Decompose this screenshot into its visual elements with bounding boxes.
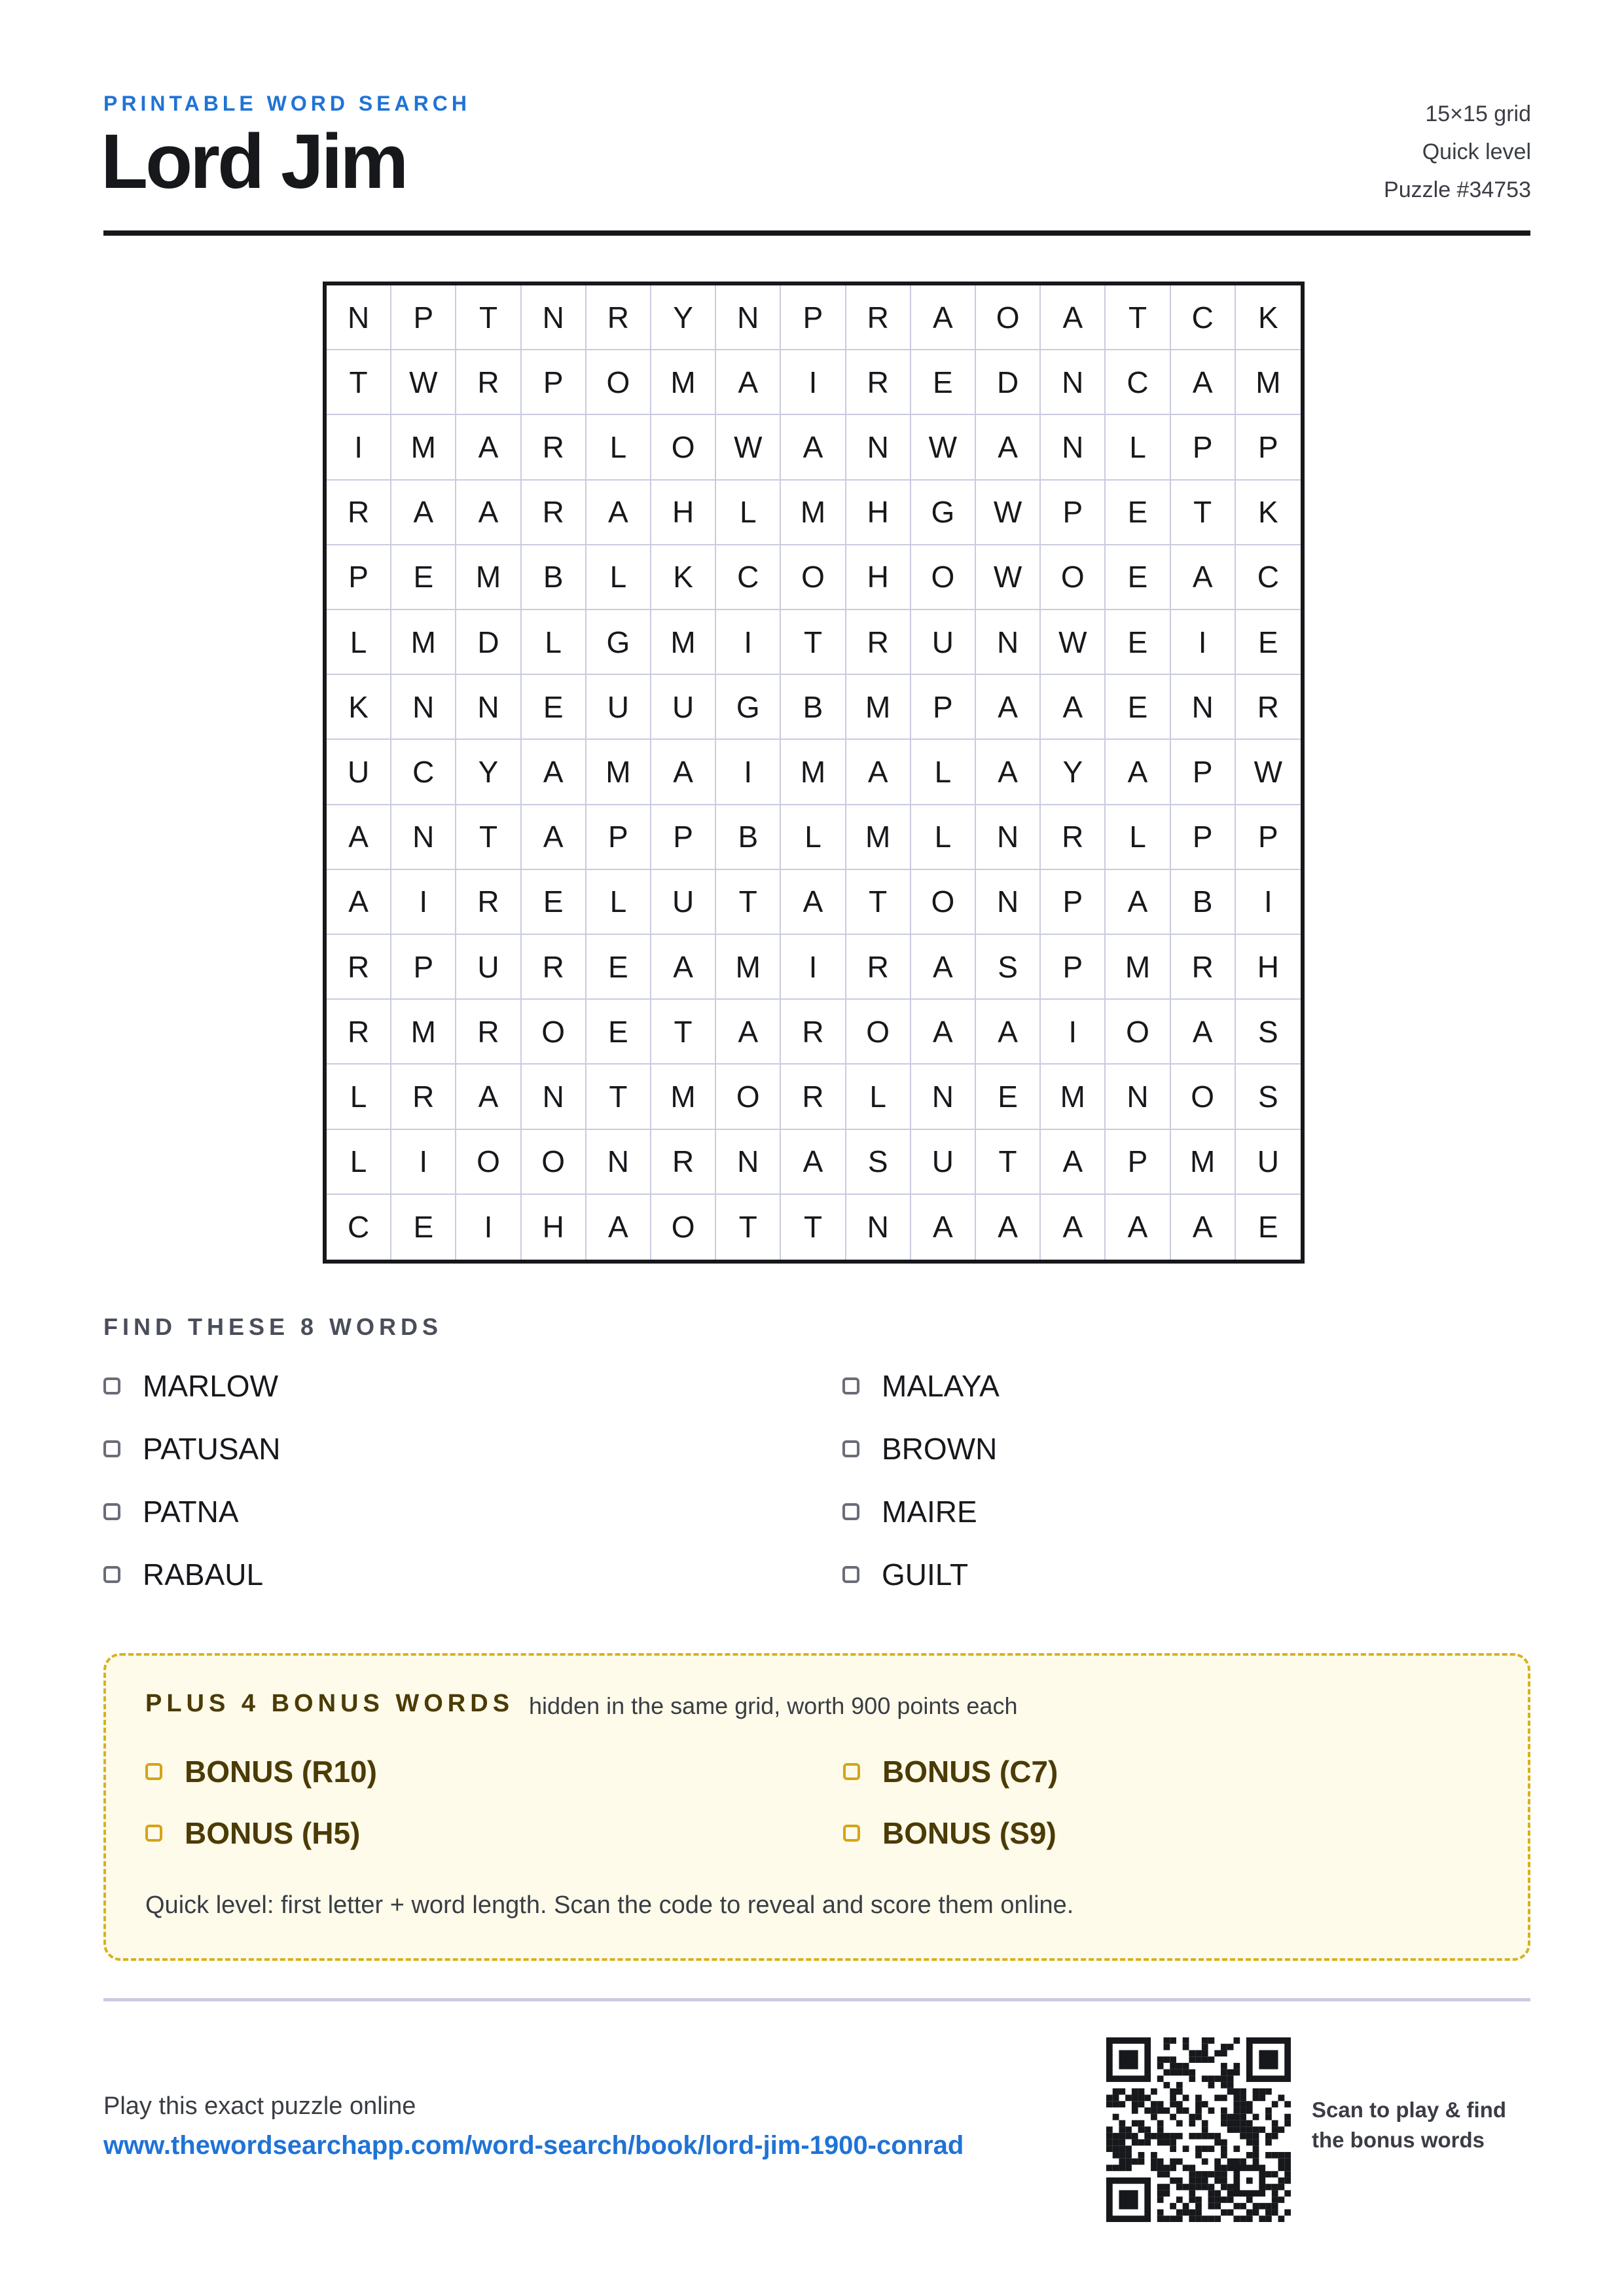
grid-cell[interactable]: E (1106, 610, 1170, 675)
grid-cell[interactable]: O (911, 545, 976, 610)
grid-cell[interactable]: L (586, 415, 651, 480)
grid-cell[interactable]: R (846, 610, 911, 675)
grid-cell[interactable]: U (1236, 1130, 1301, 1195)
grid-cell[interactable]: I (716, 740, 781, 805)
grid-cell[interactable]: A (976, 740, 1041, 805)
checkbox[interactable] (842, 1566, 859, 1583)
checkbox[interactable] (843, 1825, 860, 1842)
word-label: MARLOW (143, 1369, 278, 1403)
grid-cell[interactable]: M (1171, 1130, 1236, 1195)
grid-cell[interactable]: E (911, 350, 976, 415)
grid-cell[interactable]: M (846, 675, 911, 740)
grid-cell[interactable]: W (391, 350, 456, 415)
grid-cell[interactable]: M (391, 415, 456, 480)
letter-grid[interactable] (323, 282, 1305, 1264)
bonus-label: BONUS (S9) (882, 1816, 1056, 1850)
grid-cell[interactable]: M (716, 935, 781, 1000)
footer-divider (103, 1998, 1530, 2001)
grid-cell[interactable]: O (651, 1195, 716, 1260)
grid-cell[interactable]: E (976, 1065, 1041, 1129)
grid-cell[interactable]: P (651, 805, 716, 870)
grid-cell[interactable]: O (456, 1130, 521, 1195)
grid-cell[interactable]: R (1171, 935, 1236, 1000)
bonus-label: BONUS (C7) (882, 1755, 1058, 1789)
grid-cell[interactable]: P (391, 935, 456, 1000)
grid-cell[interactable]: L (716, 481, 781, 545)
grid-cell[interactable]: M (781, 481, 846, 545)
grid-cell[interactable]: A (1171, 545, 1236, 610)
grid-cell[interactable]: P (1041, 935, 1106, 1000)
grid-cell[interactable]: M (1106, 935, 1170, 1000)
grid-cell[interactable]: W (1236, 740, 1301, 805)
grid-cell[interactable]: L (327, 1130, 391, 1195)
grid-cell[interactable]: K (651, 545, 716, 610)
grid-cell[interactable]: R (327, 481, 391, 545)
bonus-label: BONUS (H5) (185, 1816, 361, 1850)
word-label: GUILT (882, 1558, 969, 1592)
grid-cell[interactable]: D (976, 350, 1041, 415)
grid-cell[interactable]: N (976, 870, 1041, 935)
grid-cell[interactable]: L (1106, 415, 1170, 480)
grid-cell[interactable]: N (846, 1195, 911, 1260)
grid-cell[interactable]: I (391, 870, 456, 935)
grid-cell[interactable]: N (911, 1065, 976, 1129)
grid-cell[interactable]: L (1106, 805, 1170, 870)
grid-cell[interactable]: L (781, 805, 846, 870)
grid-cell[interactable]: A (846, 740, 911, 805)
grid-cell[interactable]: A (1171, 1195, 1236, 1260)
grid-cell[interactable]: N (976, 610, 1041, 675)
grid-cell[interactable]: P (1106, 1130, 1170, 1195)
grid-cell[interactable]: B (716, 805, 781, 870)
grid-cell[interactable]: A (716, 1000, 781, 1065)
grid-cell[interactable]: W (976, 481, 1041, 545)
grid-cell[interactable]: B (522, 545, 586, 610)
grid-cell[interactable]: A (522, 740, 586, 805)
grid-cell[interactable]: E (1258, 1210, 1278, 1245)
grid-cell[interactable]: L (586, 545, 651, 610)
word-item[interactable] (842, 1368, 1000, 1404)
grid-cell[interactable]: U (651, 870, 716, 935)
qr-caption (1312, 2095, 1506, 2155)
grid-cell[interactable]: M (1041, 1065, 1106, 1129)
grid-cell[interactable]: A (781, 415, 846, 480)
bonus-item[interactable] (145, 1815, 360, 1851)
grid-cell[interactable]: R (456, 350, 521, 415)
grid-cell[interactable]: N (1041, 350, 1106, 415)
grid-cell[interactable]: N (716, 1130, 781, 1195)
grid-cell[interactable]: R (391, 1065, 456, 1129)
grid-cell[interactable]: P (911, 675, 976, 740)
grid-cell[interactable]: E (1106, 675, 1170, 740)
grid-cell[interactable]: A (976, 1000, 1041, 1065)
grid-cell[interactable]: Y (456, 740, 521, 805)
grid-cell[interactable]: P (1236, 415, 1301, 480)
grid-cell[interactable]: E (1106, 545, 1170, 610)
grid-cell[interactable]: P (522, 350, 586, 415)
grid-cell[interactable]: E (391, 1195, 456, 1260)
grid-cell[interactable]: Y (1041, 740, 1106, 805)
grid-cell[interactable]: O (781, 545, 846, 610)
grid-cell[interactable]: A (651, 935, 716, 1000)
bonus-panel (103, 1653, 1530, 1961)
grid-cell[interactable]: N (976, 805, 1041, 870)
grid-cell[interactable]: A (911, 285, 976, 350)
grid-cell[interactable]: M (456, 545, 521, 610)
grid-cell[interactable]: T (976, 1130, 1041, 1195)
grid-cell[interactable]: B (1171, 870, 1236, 935)
grid-cell[interactable]: I (1171, 610, 1236, 675)
grid-cell[interactable]: O (911, 870, 976, 935)
word-label: PATNA (143, 1495, 239, 1529)
grid-cell[interactable]: B (781, 675, 846, 740)
grid-cell[interactable]: H (846, 481, 911, 545)
grid-cell[interactable]: M (651, 350, 716, 415)
grid-cell[interactable]: A (456, 481, 521, 545)
grid-cell[interactable]: C (1236, 545, 1301, 610)
grid-cell[interactable]: A (781, 1130, 846, 1195)
grid-cell[interactable]: L (586, 870, 651, 935)
bonus-subheading: hidden in the same grid, worth 900 points each (529, 1692, 1018, 1719)
grid-cell[interactable]: S (1236, 1065, 1301, 1129)
grid-cell[interactable]: W (911, 415, 976, 480)
grid-cell[interactable]: M (391, 1000, 456, 1065)
grid-cell[interactable]: O (1041, 545, 1106, 610)
grid-cell[interactable]: N (522, 1065, 586, 1129)
grid-cell[interactable]: O (716, 1065, 781, 1129)
grid-cell[interactable]: N (391, 675, 456, 740)
grid-cell[interactable]: A (1106, 740, 1170, 805)
grid-cell[interactable]: A (1171, 1000, 1236, 1065)
qr-caption-line: Scan to play & find (1312, 2098, 1507, 2122)
word-label: BROWN (882, 1432, 998, 1466)
grid-cell[interactable]: C (716, 545, 781, 610)
grid-cell[interactable]: A (391, 481, 456, 545)
grid-cell[interactable]: U (651, 675, 716, 740)
grid-cell[interactable]: C (327, 1195, 391, 1260)
grid-cell[interactable]: A (716, 350, 781, 415)
grid-cell[interactable]: U (586, 675, 651, 740)
grid-cell[interactable]: O (651, 415, 716, 480)
grid-cell[interactable]: N (716, 285, 781, 350)
grid-cell[interactable]: N (1106, 1065, 1170, 1129)
grid-cell[interactable]: L (327, 610, 391, 675)
word-item[interactable] (842, 1494, 977, 1529)
grid-cell[interactable]: A (911, 1195, 976, 1260)
word-label: MALAYA (882, 1369, 1000, 1403)
grid-cell[interactable]: I (781, 350, 846, 415)
grid-cell[interactable]: A (1041, 285, 1106, 350)
grid-cell[interactable]: O (1106, 1000, 1170, 1065)
checkbox[interactable] (103, 1566, 120, 1583)
grid-cell[interactable]: R (1236, 675, 1301, 740)
checkbox[interactable] (103, 1503, 120, 1520)
grid-cell[interactable]: A (522, 805, 586, 870)
grid-cell[interactable]: R (846, 285, 911, 350)
grid-cell[interactable]: A (976, 675, 1041, 740)
grid-cell[interactable]: O (522, 1000, 586, 1065)
grid-cell[interactable]: K (327, 675, 391, 740)
word-label: RABAUL (143, 1558, 264, 1592)
page-title: Lord Jim (101, 118, 406, 205)
grid-size-label: 15×15 grid (1425, 101, 1531, 126)
grid-cell[interactable]: T (586, 1065, 651, 1129)
word-label: PATUSAN (143, 1432, 281, 1466)
grid-cell[interactable]: T (716, 1195, 781, 1260)
grid-cell[interactable]: C (391, 740, 456, 805)
grid-cell[interactable]: I (1041, 1000, 1106, 1065)
grid-cell[interactable]: R (327, 1000, 391, 1065)
grid-cell[interactable]: T (456, 805, 521, 870)
grid-cell[interactable]: E (522, 870, 586, 935)
grid-cell[interactable]: T (781, 1195, 846, 1260)
grid-cell[interactable]: O (976, 285, 1041, 350)
grid-cell[interactable]: P (327, 545, 391, 610)
grid-cell[interactable]: C (1171, 285, 1236, 350)
grid-cell[interactable]: D (456, 610, 521, 675)
grid-cell[interactable]: A (976, 1195, 1041, 1260)
grid-cell[interactable]: I (391, 1130, 456, 1195)
grid-cell[interactable]: N (522, 285, 586, 350)
grid-cell[interactable]: O (522, 1130, 586, 1195)
grid-cell[interactable]: N (846, 415, 911, 480)
grid-cell[interactable]: H (846, 545, 911, 610)
eyebrow-label: PRINTABLE WORD SEARCH (103, 92, 471, 115)
grid-cell[interactable]: I (327, 415, 391, 480)
grid-cell[interactable]: R (846, 350, 911, 415)
bonus-note: Quick level: first letter + word length. Scan the code to reveal and score them online. (145, 1891, 1074, 1919)
grid-cell[interactable]: L (911, 805, 976, 870)
grid-cell[interactable]: M (391, 610, 456, 675)
grid-cell[interactable]: P (1041, 870, 1106, 935)
grid-cell[interactable]: T (781, 610, 846, 675)
grid-cell[interactable]: S (1236, 1000, 1301, 1065)
checkbox[interactable] (145, 1763, 162, 1780)
grid-cell[interactable]: L (522, 610, 586, 675)
grid-cell[interactable]: T (716, 870, 781, 935)
grid-cell[interactable]: L (911, 740, 976, 805)
grid-cell[interactable]: M (651, 1065, 716, 1129)
grid-cell[interactable]: E (1236, 610, 1301, 675)
grid-cell[interactable]: P (1171, 415, 1236, 480)
qr-caption-line: the bonus words (1312, 2128, 1485, 2152)
grid-cell[interactable]: O (586, 350, 651, 415)
grid-cell[interactable]: H (651, 481, 716, 545)
grid-cell[interactable]: A (456, 1065, 521, 1129)
grid-cell[interactable]: A (456, 415, 521, 480)
grid-cell[interactable]: M (781, 740, 846, 805)
puzzle-url-link[interactable]: www.thewordsearchapp.com/word-search/book/lord-jim-1900-conrad (103, 2131, 964, 2160)
grid-cell[interactable]: R (781, 1065, 846, 1129)
grid-cell[interactable]: M (1236, 350, 1301, 415)
grid-cell[interactable]: U (911, 1130, 976, 1195)
grid-cell[interactable]: O (846, 1000, 911, 1065)
grid-cell[interactable]: T (327, 350, 391, 415)
grid-cell[interactable]: A (327, 870, 391, 935)
grid-cell[interactable]: R (781, 1000, 846, 1065)
grid-cell[interactable]: W (716, 415, 781, 480)
grid-cell[interactable]: E (522, 675, 586, 740)
word-item[interactable] (103, 1368, 278, 1404)
checkbox[interactable] (842, 1377, 859, 1394)
grid-cell[interactable]: I (1236, 870, 1301, 935)
grid-cell[interactable]: A (911, 935, 976, 1000)
grid-cell[interactable]: E (586, 935, 651, 1000)
checkbox[interactable] (842, 1503, 859, 1520)
grid-cell[interactable]: N (586, 1130, 651, 1195)
grid-cell[interactable]: S (976, 935, 1041, 1000)
grid-cell[interactable]: A (976, 415, 1041, 480)
grid-cell[interactable]: A (586, 481, 651, 545)
grid-cell[interactable]: I (456, 1195, 521, 1260)
grid-cell[interactable]: A (1106, 870, 1170, 935)
grid-cell[interactable]: H (522, 1195, 586, 1260)
grid-cell[interactable]: P (1171, 740, 1236, 805)
grid-cell[interactable]: A (1171, 350, 1236, 415)
word-list-heading: FIND THESE 8 WORDS (103, 1313, 443, 1340)
word-item[interactable] (103, 1557, 263, 1592)
bonus-item[interactable] (843, 1754, 1058, 1789)
checkbox[interactable] (843, 1763, 860, 1780)
puzzle-meta (1384, 95, 1531, 209)
bonus-heading: PLUS 4 BONUS WORDS (145, 1690, 514, 1717)
word-item[interactable] (842, 1431, 997, 1467)
grid-cell[interactable]: G (716, 675, 781, 740)
grid-cell[interactable]: T (846, 870, 911, 935)
grid-cell[interactable]: O (1171, 1065, 1236, 1129)
grid-cell[interactable]: A (327, 805, 391, 870)
grid-cell[interactable]: C (1106, 350, 1170, 415)
grid-cell[interactable]: Y (651, 285, 716, 350)
grid-cell[interactable]: A (651, 740, 716, 805)
word-label: MAIRE (882, 1495, 977, 1529)
grid-cell[interactable]: P (1041, 481, 1106, 545)
grid-cell[interactable]: I (781, 935, 846, 1000)
grid-cell[interactable]: K (1236, 285, 1301, 350)
grid-cell[interactable]: T (651, 1000, 716, 1065)
grid-cell[interactable]: R (846, 935, 911, 1000)
grid-cell[interactable]: R (456, 1000, 521, 1065)
grid-cell[interactable]: R (327, 935, 391, 1000)
grid-cell[interactable]: T (1106, 285, 1170, 350)
grid-cell[interactable]: U (911, 610, 976, 675)
grid-cell[interactable]: P (781, 285, 846, 350)
grid-cell[interactable]: N (1171, 675, 1236, 740)
puzzle-id-label: Puzzle #34753 (1384, 177, 1531, 202)
grid-cell[interactable]: N (391, 805, 456, 870)
grid-cell[interactable]: T (1171, 481, 1236, 545)
checkbox[interactable] (145, 1825, 162, 1842)
header-divider (103, 230, 1530, 236)
grid-cell[interactable]: U (456, 935, 521, 1000)
grid-cell[interactable]: N (327, 285, 391, 350)
grid-cell[interactable]: P (1236, 805, 1301, 870)
grid-cell[interactable]: U (327, 740, 391, 805)
checkbox[interactable] (103, 1377, 120, 1394)
grid-cell[interactable]: A (1041, 675, 1106, 740)
bonus-item[interactable] (843, 1815, 1056, 1851)
grid-cell[interactable]: P (586, 805, 651, 870)
grid-cell[interactable]: N (456, 675, 521, 740)
grid-cell[interactable]: L (327, 1065, 391, 1129)
qr-code-icon[interactable] (1106, 2037, 1291, 2222)
grid-cell[interactable]: E (1106, 481, 1170, 545)
grid-cell[interactable]: P (1171, 805, 1236, 870)
grid-cell[interactable]: A (586, 1195, 651, 1260)
play-online-label: Play this exact puzzle online (103, 2092, 416, 2120)
grid-cell[interactable]: P (391, 285, 456, 350)
grid-cell[interactable]: W (1041, 610, 1106, 675)
grid-cell[interactable]: R (586, 285, 651, 350)
grid-cell[interactable]: T (456, 285, 521, 350)
grid-cell[interactable]: R (456, 870, 521, 935)
word-item[interactable] (103, 1494, 239, 1529)
grid-cell[interactable]: R (522, 935, 586, 1000)
grid-cell[interactable]: R (651, 1130, 716, 1195)
word-item[interactable] (103, 1431, 280, 1467)
grid-cell[interactable]: A (1041, 1130, 1106, 1195)
bonus-label: BONUS (R10) (185, 1755, 377, 1789)
grid-cell[interactable]: A (1106, 1195, 1170, 1260)
grid-cell[interactable]: E (391, 545, 456, 610)
grid-cell[interactable]: R (522, 415, 586, 480)
grid-cell[interactable]: N (1041, 415, 1106, 480)
grid-cell[interactable]: E (586, 1000, 651, 1065)
grid-cell[interactable]: M (846, 805, 911, 870)
level-label: Quick level (1422, 139, 1531, 164)
grid-cell[interactable]: A (781, 870, 846, 935)
grid-cell[interactable]: I (716, 610, 781, 675)
grid-cell[interactable]: H (1236, 935, 1301, 1000)
grid-cell[interactable]: M (586, 740, 651, 805)
grid-cell[interactable]: R (1041, 805, 1106, 870)
grid-cell[interactable]: W (976, 545, 1041, 610)
grid-cell[interactable]: K (1236, 481, 1301, 545)
bonus-item[interactable] (145, 1754, 377, 1789)
grid-cell[interactable]: G (586, 610, 651, 675)
grid-cell[interactable]: M (651, 610, 716, 675)
grid-cell[interactable]: A (1041, 1195, 1106, 1260)
grid-cell[interactable]: A (911, 1000, 976, 1065)
checkbox[interactable] (103, 1440, 120, 1457)
grid-cell[interactable]: L (846, 1065, 911, 1129)
grid-cell[interactable]: S (846, 1130, 911, 1195)
checkbox[interactable] (842, 1440, 859, 1457)
word-item[interactable] (842, 1557, 968, 1592)
grid-cell[interactable]: G (911, 481, 976, 545)
grid-cell[interactable]: R (522, 481, 586, 545)
